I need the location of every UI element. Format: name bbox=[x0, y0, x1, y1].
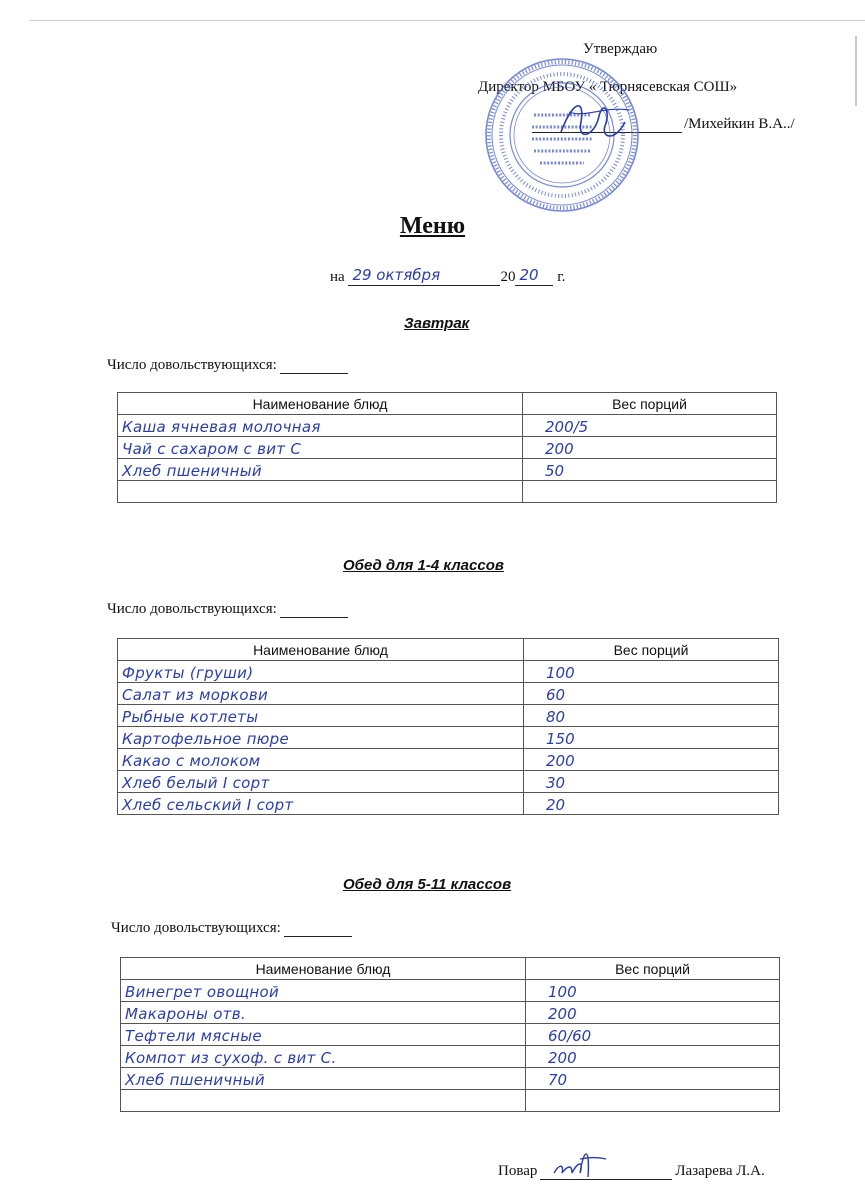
dish-cell: Тефтели мясные bbox=[121, 1024, 526, 1046]
scan-edge-mark bbox=[855, 36, 863, 106]
table-row bbox=[118, 481, 777, 503]
table-row bbox=[121, 1068, 780, 1090]
director-name: /Михейкин В.А../ bbox=[684, 116, 795, 132]
weight-cell: 150 bbox=[524, 727, 779, 749]
dish-cell: Хлеб пшеничный bbox=[118, 459, 523, 481]
header-dish: Наименование блюд bbox=[118, 393, 523, 415]
dish-cell bbox=[118, 481, 523, 503]
date-suffix: г. bbox=[557, 269, 566, 285]
count-blank bbox=[280, 603, 348, 618]
header-weight: Вес порций bbox=[524, 639, 779, 661]
weight-cell: 30 bbox=[524, 771, 779, 793]
count-blank bbox=[280, 359, 348, 374]
count-blank bbox=[284, 922, 352, 937]
table-row bbox=[118, 727, 779, 749]
table-row bbox=[118, 459, 777, 481]
dish-cell: Компот из сухоф. с вит С. bbox=[121, 1046, 526, 1068]
table-row bbox=[121, 1002, 780, 1024]
lunch-5-11-count-line bbox=[111, 920, 352, 937]
director-signature bbox=[555, 92, 635, 152]
dish-cell: Картофельное пюре bbox=[118, 727, 524, 749]
breakfast-table bbox=[117, 392, 777, 503]
date-year-prefix: 20 bbox=[500, 269, 516, 285]
date-year-field bbox=[515, 268, 553, 286]
table-header-row bbox=[118, 393, 777, 415]
approval-director: Директор МБОУ « Тюрнясевская СОШ» bbox=[478, 79, 738, 95]
dish-cell: Фрукты (груши) bbox=[118, 661, 524, 683]
table-row bbox=[121, 1024, 780, 1046]
table-row bbox=[118, 749, 779, 771]
weight-cell: 200/5 bbox=[523, 415, 777, 437]
cook-name: Лазарева Л.А. bbox=[675, 1163, 765, 1179]
date-day-month-field bbox=[348, 268, 500, 286]
dish-cell: Салат из моркови bbox=[118, 683, 524, 705]
count-label: Число довольствующихся: bbox=[107, 601, 277, 617]
lunch-1-4-title: Обед для 1-4 классов bbox=[343, 557, 504, 574]
scan-edge-line bbox=[30, 20, 865, 21]
weight-cell: 200 bbox=[526, 1002, 780, 1024]
table-row bbox=[118, 415, 777, 437]
weight-cell: 200 bbox=[523, 437, 777, 459]
dish-cell: Макароны отв. bbox=[121, 1002, 526, 1024]
weight-cell: 80 bbox=[524, 705, 779, 727]
table-row bbox=[118, 661, 779, 683]
cook-signature bbox=[550, 1143, 610, 1181]
count-label: Число довольствующихся: bbox=[111, 920, 281, 936]
table-header-row bbox=[121, 958, 780, 980]
weight-cell bbox=[523, 481, 777, 503]
dish-cell: Чай с сахаром с вит С bbox=[118, 437, 523, 459]
dish-cell: Хлеб сельский I сорт bbox=[118, 793, 524, 815]
lunch-5-11-table bbox=[120, 957, 780, 1112]
weight-cell: 50 bbox=[523, 459, 777, 481]
approval-title: Утверждаю bbox=[583, 41, 658, 57]
date-line bbox=[330, 268, 565, 286]
date-day-month: 29 октября bbox=[352, 266, 441, 284]
lunch-5-11-title: Обед для 5-11 классов bbox=[343, 876, 512, 893]
dish-cell: Хлеб белый I сорт bbox=[118, 771, 524, 793]
dish-cell: Винегрет овощной bbox=[121, 980, 526, 1002]
page-title: Меню bbox=[399, 213, 466, 239]
cook-signature-line bbox=[498, 1163, 765, 1180]
table-row bbox=[118, 437, 777, 459]
weight-cell: 100 bbox=[524, 661, 779, 683]
dish-cell: Каша ячневая молочная bbox=[118, 415, 523, 437]
breakfast-title: Завтрак bbox=[404, 315, 470, 332]
lunch-1-4-count-line bbox=[107, 601, 348, 618]
table-row bbox=[118, 683, 779, 705]
dish-cell: Рыбные котлеты bbox=[118, 705, 524, 727]
header-weight: Вес порций bbox=[526, 958, 780, 980]
weight-cell: 60/60 bbox=[526, 1024, 780, 1046]
header-dish: Наименование блюд bbox=[118, 639, 524, 661]
date-year-suffix: 20 bbox=[519, 266, 539, 284]
table-row bbox=[121, 1046, 780, 1068]
dish-cell bbox=[121, 1090, 526, 1112]
header-dish: Наименование блюд bbox=[121, 958, 526, 980]
table-row bbox=[118, 771, 779, 793]
weight-cell: 200 bbox=[524, 749, 779, 771]
weight-cell: 70 bbox=[526, 1068, 780, 1090]
lunch-1-4-table bbox=[117, 638, 779, 815]
table-row bbox=[118, 705, 779, 727]
weight-cell: 60 bbox=[524, 683, 779, 705]
weight-cell: 200 bbox=[526, 1046, 780, 1068]
date-prefix: на bbox=[330, 269, 345, 285]
table-header-row bbox=[118, 639, 779, 661]
header-weight: Вес порций bbox=[523, 393, 777, 415]
cook-role: Повар bbox=[498, 1163, 538, 1179]
table-row bbox=[121, 1090, 780, 1112]
cook-signature-blank bbox=[540, 1164, 672, 1180]
weight-cell: 100 bbox=[526, 980, 780, 1002]
weight-cell: 20 bbox=[524, 793, 779, 815]
breakfast-count-line bbox=[107, 357, 348, 374]
weight-cell bbox=[526, 1090, 780, 1112]
count-label: Число довольствующихся: bbox=[107, 357, 277, 373]
table-row bbox=[118, 793, 779, 815]
table-row bbox=[121, 980, 780, 1002]
dish-cell: Какао с молоком bbox=[118, 749, 524, 771]
dish-cell: Хлеб пшеничный bbox=[121, 1068, 526, 1090]
